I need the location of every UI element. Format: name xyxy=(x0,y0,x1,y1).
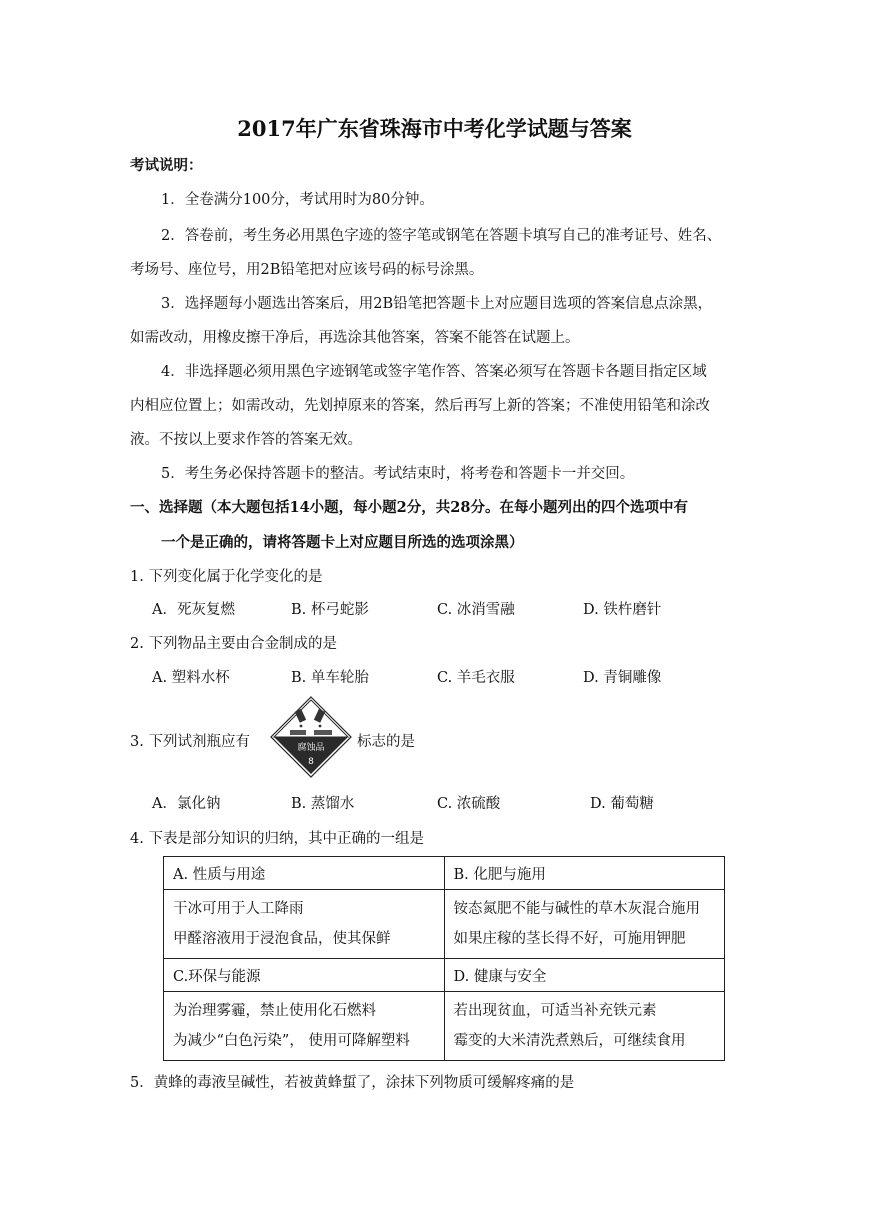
q1-stem: 1. 下列变化属于化学变化的是 xyxy=(130,569,323,585)
cell-b-heading: B. 化肥与施用 xyxy=(444,857,725,890)
cell-b-line2: 如果庄稼的茎长得不好，可施用钾肥 xyxy=(453,931,686,947)
cell-a-line2: 甲醛溶液用于浸泡食品，使其保鲜 xyxy=(173,931,391,947)
corrosive-hazard-sign xyxy=(270,696,352,778)
q2-option-a: A. 塑料水杯 xyxy=(152,670,230,686)
cell-b-line1: 铵态氮肥不能与碱性的草木灰混合施用 xyxy=(453,901,700,917)
note-1: 1．全卷满分100分，考试用时为80分钟。 xyxy=(161,192,434,208)
q1-option-a: A．死灰复燃 xyxy=(152,602,235,618)
cell-a-content xyxy=(164,890,445,959)
cell-c-content xyxy=(164,992,445,1061)
cell-a-line1: 干冰可用于人工降雨 xyxy=(173,901,304,917)
notes-heading: 考试说明： xyxy=(130,157,203,174)
q3-stem-after: 标志的是 xyxy=(357,734,415,750)
knowledge-table xyxy=(163,856,725,1061)
note-3-line2: 如需改动，用橡皮擦干净后，再选涂其他答案，答案不能答在试题上。 xyxy=(130,330,580,346)
note-4-line1: 4．非选择题必须用黑色字迹钢笔或签字笔作答、答案必须写在答题卡各题目指定区域 xyxy=(161,364,707,380)
cell-c-line2: 为减少“白色污染”， 使用可降解塑料 xyxy=(173,1033,410,1049)
cell-b-content xyxy=(444,890,725,959)
q1-option-c: C. 冰消雪融 xyxy=(437,602,515,618)
sign-label: 腐蚀品 xyxy=(297,743,325,753)
q1-option-b: B. 杯弓蛇影 xyxy=(291,602,369,618)
q3-option-d: D. 葡萄糖 xyxy=(590,796,654,812)
note-4-line3: 液。不按以上要求作答的答案无效。 xyxy=(130,432,362,448)
cell-d-content xyxy=(444,992,725,1061)
note-3-line1: 3．选择题每小题选出答案后，用2B铅笔把答题卡上对应题目选项的答案信息点涂黑， xyxy=(161,296,713,312)
cell-d-heading: D. 健康与安全 xyxy=(444,959,725,992)
q3-option-a: A．氯化钠 xyxy=(152,796,221,812)
sign-number: 8 xyxy=(308,757,314,767)
q1-option-d: D. 铁杵磨针 xyxy=(583,602,662,618)
q3-option-c: C. 浓硫酸 xyxy=(437,796,501,812)
q4-stem: 4. 下表是部分知识的归纳，其中正确的一组是 xyxy=(130,831,424,847)
cell-c-heading: C.环保与能源 xyxy=(164,959,445,992)
section-heading-line2: 一个是正确的，请将答题卡上对应题目所选的选项涂黑） xyxy=(161,534,524,551)
note-2-line1: 2．答卷前，考生务必用黑色字迹的签字笔或钢笔在答题卡填写自己的准考证号、姓名、 xyxy=(161,228,722,244)
q2-option-c: C. 羊毛衣服 xyxy=(437,670,515,686)
q2-stem: 2. 下列物品主要由合金制成的是 xyxy=(130,636,337,652)
note-5: 5．考生务必保持答题卡的整洁。考试结束时，将考卷和答题卡一并交回。 xyxy=(161,466,635,482)
q3-option-b: B. 蒸馏水 xyxy=(291,796,355,812)
q3-stem-before: 3. 下列试剂瓶应有 xyxy=(130,734,250,750)
note-4-line2: 内相应位置上；如需改动，先划掉原来的答案，然后再写上新的答案；不准使用铅笔和涂改 xyxy=(130,398,710,414)
note-2-line2: 考场号、座位号，用2B铅笔把对应该号码的标号涂黑。 xyxy=(130,262,484,278)
q5-stem: 5．黄蜂的毒液呈碱性，若被黄蜂蜇了，涂抹下列物质可缓解疼痛的是 xyxy=(130,1075,575,1091)
q2-option-d: D. 青铜雕像 xyxy=(583,670,662,686)
cell-d-line1: 若出现贫血，可适当补充铁元素 xyxy=(453,1003,657,1019)
cell-a-heading: A. 性质与用途 xyxy=(164,857,445,890)
cell-c-line1: 为治理雾霾，禁止使用化石燃料 xyxy=(173,1003,376,1019)
page-title: 2017年广东省珠海市中考化学试题与答案 xyxy=(237,116,632,141)
cell-d-line2: 霉变的大米清洗煮熟后，可继续食用 xyxy=(453,1033,686,1049)
section-heading-line1: 一、选择题（本大题包括14小题，每小题2分，共28分。在每小题列出的四个选项中有 xyxy=(130,499,688,516)
q2-option-b: B. 单车轮胎 xyxy=(291,670,369,686)
